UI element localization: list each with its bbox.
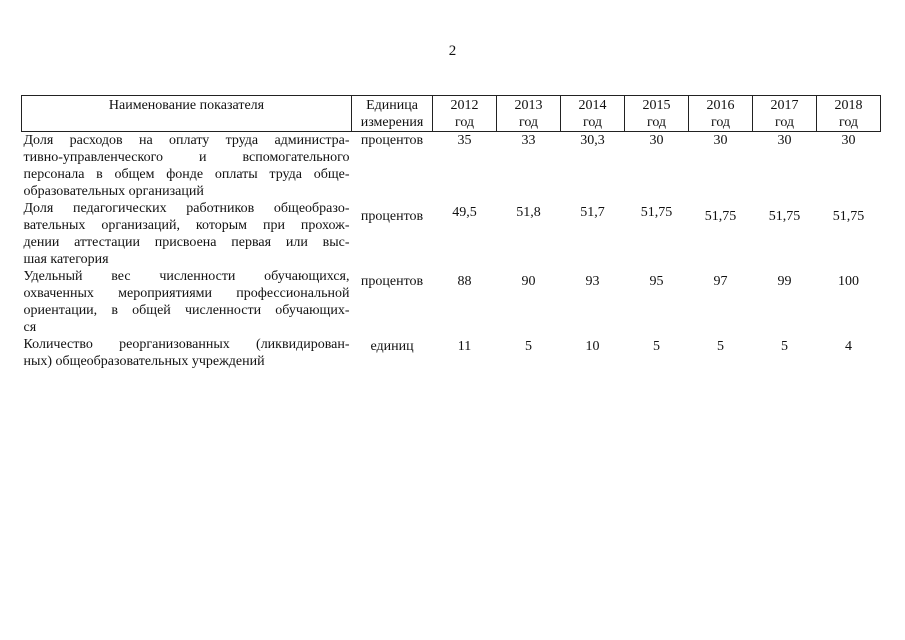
value-2013: 33 [521, 133, 536, 148]
header-unit: Единица измерения [352, 96, 433, 132]
header-year-2014: 2014 год [561, 96, 625, 132]
value-2016: 51,75 [704, 209, 737, 224]
indicator-name: Количество реорганизованных (ликвидирован- ных) общеобразовательных учреждений [23, 337, 350, 369]
header-year-2013: 2013 год [497, 96, 561, 132]
value-2018: 4 [845, 339, 852, 354]
table-row [22, 336, 881, 370]
value-2016: 97 [713, 274, 728, 289]
indicator-unit: процентов [360, 133, 424, 148]
indicator-name: Доля педагогических работников общеобразо- вательных организаций, которым при прохож- дении аттестации присвоена первая или выс- шая категория [23, 201, 350, 267]
value-2015: 51,75 [640, 205, 673, 220]
value-2017: 99 [777, 274, 792, 289]
value-2013: 51,8 [516, 205, 541, 220]
table-row [22, 268, 881, 336]
indicator-unit: единиц [370, 339, 414, 354]
value-2017: 51,75 [768, 209, 801, 224]
header-year-2012: 2012 год [433, 96, 497, 132]
value-2015: 5 [653, 339, 660, 354]
header-row [22, 96, 881, 132]
table-body [22, 132, 881, 371]
value-2018: 51,75 [832, 209, 865, 224]
value-2018: 100 [838, 274, 859, 289]
header-year-2017: 2017 год [753, 96, 817, 132]
indicator-name: Доля расходов на оплату труда администра- тивно-управленческого и вспомогательного персонала в общем фонде оплаты труда обще- образовательных организаций [23, 133, 350, 199]
header-year-2015: 2015 год [625, 96, 689, 132]
value-2014: 51,7 [580, 205, 605, 220]
header-name: Наименование показателя [22, 96, 352, 132]
value-2013: 5 [525, 339, 532, 354]
value-2017: 5 [781, 339, 788, 354]
value-2012: 11 [457, 339, 472, 354]
value-2012: 88 [457, 274, 472, 289]
value-2017: 30 [777, 133, 792, 148]
indicator-unit: процентов [360, 209, 424, 224]
header-year-2016: 2016 год [689, 96, 753, 132]
indicator-unit: процентов [360, 274, 424, 289]
indicator-name: Удельный вес численности обучающихся, охваченных мероприятиями профессиональной ориентации, в общей численности обучающих- ся [23, 269, 350, 335]
value-2016: 30 [713, 133, 728, 148]
value-2014: 30,3 [580, 133, 605, 148]
value-2013: 90 [521, 274, 536, 289]
header-year-2018: 2018 год [817, 96, 881, 132]
value-2014: 93 [585, 274, 600, 289]
value-2016: 5 [717, 339, 724, 354]
value-2015: 95 [649, 274, 664, 289]
table-header [22, 96, 881, 132]
value-2014: 10 [585, 339, 600, 354]
value-2015: 30 [649, 133, 664, 148]
indicators-table [21, 95, 881, 370]
page-number: 2 [448, 43, 457, 59]
table-row [22, 132, 881, 201]
value-2018: 30 [841, 133, 856, 148]
value-2012: 35 [457, 133, 472, 148]
table-row [22, 200, 881, 268]
value-2012: 49,5 [452, 205, 477, 220]
